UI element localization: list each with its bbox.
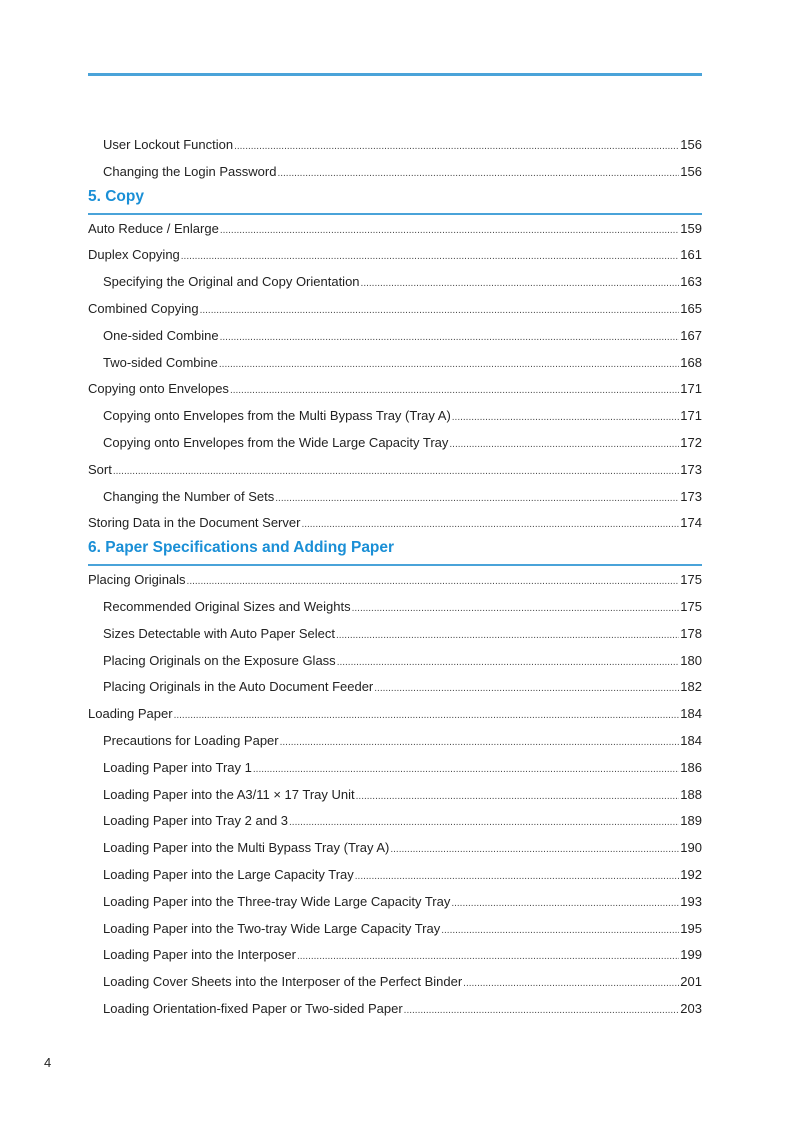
toc-entry[interactable]: [88, 323, 702, 350]
dot-leader: [289, 808, 679, 837]
toc-entry-page: 161: [680, 247, 702, 263]
toc-entry[interactable]: [88, 701, 702, 728]
toc-entry-title: Loading Paper into the Multi Bypass Tray (Tray A): [103, 840, 390, 856]
dot-leader: [187, 567, 680, 596]
dot-leader: [352, 594, 680, 623]
toc-entry-title: Copying onto Envelopes from the Multi Bypass Tray (Tray A): [103, 408, 451, 424]
toc-entry[interactable]: [88, 728, 702, 755]
toc-entry-page: 174: [680, 515, 702, 531]
toc-entry-title: Placing Originals on the Exposure Glass: [103, 652, 336, 668]
dot-leader: [441, 916, 679, 945]
dot-leader: [113, 457, 679, 486]
toc-entry-title: Loading Cover Sheets into the Interposer of the Perfect Binder: [103, 974, 463, 990]
toc-entry-title: Placing Originals in the Auto Document Feeder: [103, 679, 374, 695]
dot-leader: [337, 648, 680, 677]
toc-entry-page: 173: [680, 461, 702, 477]
toc-entry[interactable]: [88, 808, 702, 835]
toc-entry-page: 173: [680, 488, 702, 504]
toc-entry-page: 171: [680, 381, 702, 397]
toc-entry-page: 193: [680, 893, 702, 909]
toc-entry-title: Loading Paper into the Interposer: [103, 947, 296, 963]
toc-section-continued: [88, 132, 702, 186]
toc-entry-page: 189: [680, 813, 702, 829]
toc-entry-title: Recommended Original Sizes and Weights: [103, 598, 351, 614]
toc-section-chapter-5: [88, 216, 702, 538]
dot-leader: [374, 674, 679, 703]
toc-entry[interactable]: [88, 269, 702, 296]
toc-entry[interactable]: [88, 889, 702, 916]
toc-entry[interactable]: [88, 862, 702, 889]
toc-entry-title: Loading Paper into Tray 2 and 3: [103, 813, 289, 829]
toc-entry-title: Auto Reduce / Enlarge: [88, 220, 219, 236]
dot-leader: [449, 430, 679, 459]
toc-entry-title: Loading Paper into the Two-tray Wide Large Capacity Tray: [103, 920, 441, 936]
dot-leader: [297, 942, 679, 971]
chapter-rule: [88, 564, 702, 566]
toc-entry[interactable]: [88, 755, 702, 782]
toc-entry-page: 175: [680, 598, 702, 614]
toc-entry-page: 163: [680, 274, 702, 290]
toc-entry-page: 168: [680, 354, 702, 370]
dot-leader: [404, 996, 680, 1025]
toc-entry-title: Sizes Detectable with Auto Paper Select: [103, 625, 335, 641]
toc-entry-page: 182: [680, 679, 702, 695]
dot-leader: [181, 242, 680, 271]
chapter-title[interactable]: 6. Paper Specifications and Adding Paper: [88, 539, 395, 557]
toc-entry[interactable]: [88, 782, 702, 809]
toc-entry-page: 171: [680, 408, 702, 424]
dot-leader: [356, 782, 680, 811]
toc-entry-page: 167: [680, 327, 702, 343]
toc-entry[interactable]: [88, 996, 702, 1023]
toc-entry[interactable]: [88, 457, 702, 484]
dot-leader: [174, 701, 680, 730]
dot-leader: [277, 159, 679, 188]
toc-entry-page: 175: [680, 572, 702, 588]
toc-entry-title: Two-sided Combine: [103, 354, 218, 370]
toc-entry[interactable]: [88, 835, 702, 862]
chapter-heading-6: [88, 537, 702, 567]
toc-entry-title: Sort: [88, 461, 112, 477]
dot-leader: [355, 862, 680, 891]
toc-entry[interactable]: [88, 430, 702, 457]
toc-entry-page: 172: [680, 434, 702, 450]
toc-entry-title: Loading Paper: [88, 706, 173, 722]
toc-entry-page: 203: [680, 1000, 702, 1016]
toc-entry-page: 188: [680, 786, 702, 802]
toc-entry-title: User Lockout Function: [103, 137, 234, 152]
toc-entry-title: Specifying the Original and Copy Orientation: [103, 274, 360, 290]
toc-entry-title: Changing the Number of Sets: [103, 488, 275, 504]
toc-entry[interactable]: [88, 621, 702, 648]
toc-entry-title: Loading Orientation-fixed Paper or Two-sided Paper: [103, 1000, 403, 1016]
toc-entry-title: Storing Data in the Document Server: [88, 515, 301, 531]
toc-entry[interactable]: [88, 132, 702, 159]
table-of-contents: [88, 132, 702, 1023]
toc-entry[interactable]: [88, 403, 702, 430]
dot-leader: [220, 216, 679, 245]
toc-entry-title: Combined Copying: [88, 300, 199, 316]
toc-entry-page: 186: [680, 759, 702, 775]
toc-entry-page: 184: [680, 706, 702, 722]
dot-leader: [200, 296, 680, 325]
dot-leader: [451, 889, 679, 918]
dot-leader: [336, 621, 679, 650]
toc-entry[interactable]: [88, 594, 702, 621]
chapter-heading-5: [88, 186, 702, 216]
toc-entry-page: 184: [680, 732, 702, 748]
toc-entry-page: 201: [680, 974, 702, 990]
dot-leader: [463, 969, 679, 998]
header-rule: [88, 73, 702, 76]
toc-entry-title: Loading Paper into Tray 1: [103, 759, 252, 775]
dot-leader: [301, 510, 679, 539]
chapter-rule: [88, 213, 702, 215]
page-number: 4: [44, 1055, 52, 1070]
toc-entry[interactable]: [88, 916, 702, 943]
toc-entry[interactable]: [88, 942, 702, 969]
dot-leader: [253, 755, 679, 784]
toc-entry[interactable]: [88, 216, 702, 243]
toc-entry-title: Loading Paper into the Large Capacity Tray: [103, 866, 354, 882]
dot-leader: [390, 835, 679, 864]
dot-leader: [230, 376, 679, 405]
toc-entry-title: Copying onto Envelopes from the Wide Large Capacity Tray: [103, 434, 449, 450]
toc-section-chapter-6: [88, 567, 702, 1023]
dot-leader: [220, 323, 680, 352]
toc-entry[interactable]: [88, 674, 702, 701]
toc-entry-page: 165: [680, 300, 702, 316]
dot-leader: [234, 132, 679, 161]
toc-entry-page: 159: [680, 220, 702, 236]
toc-entry-page: 180: [680, 652, 702, 668]
dot-leader: [361, 269, 680, 298]
dot-leader: [280, 728, 680, 757]
toc-entry[interactable]: [88, 648, 702, 675]
toc-entry-page: 156: [680, 137, 702, 152]
toc-entry[interactable]: [88, 376, 702, 403]
toc-entry-title: Duplex Copying: [88, 247, 180, 263]
toc-entry[interactable]: [88, 159, 702, 186]
dot-leader: [275, 484, 679, 513]
dot-leader: [219, 350, 679, 379]
toc-entry-page: 190: [680, 840, 702, 856]
toc-entry-title: Loading Paper into the Three-tray Wide Large Capacity Tray: [103, 893, 451, 909]
toc-entry-title: Placing Originals: [88, 572, 186, 588]
toc-entry[interactable]: [88, 296, 702, 323]
toc-entry[interactable]: [88, 350, 702, 377]
toc-entry-page: 192: [680, 866, 702, 882]
toc-entry[interactable]: [88, 242, 702, 269]
toc-entry[interactable]: [88, 969, 702, 996]
toc-entry-title: Loading Paper into the A3/11 × 17 Tray Unit: [103, 786, 355, 802]
chapter-title[interactable]: 5. Copy: [88, 187, 144, 205]
toc-entry-page: 178: [680, 625, 702, 641]
toc-entry[interactable]: [88, 484, 702, 511]
toc-entry[interactable]: [88, 510, 702, 537]
toc-entry[interactable]: [88, 567, 702, 594]
toc-entry-title: Precautions for Loading Paper: [103, 732, 279, 748]
dot-leader: [452, 403, 680, 432]
toc-entry-title: Copying onto Envelopes: [88, 381, 229, 397]
toc-entry-title: One-sided Combine: [103, 327, 219, 343]
toc-entry-page: 195: [680, 920, 702, 936]
toc-entry-page: 156: [680, 163, 702, 179]
toc-entry-title: Changing the Login Password: [103, 163, 277, 179]
toc-entry-page: 199: [680, 947, 702, 963]
